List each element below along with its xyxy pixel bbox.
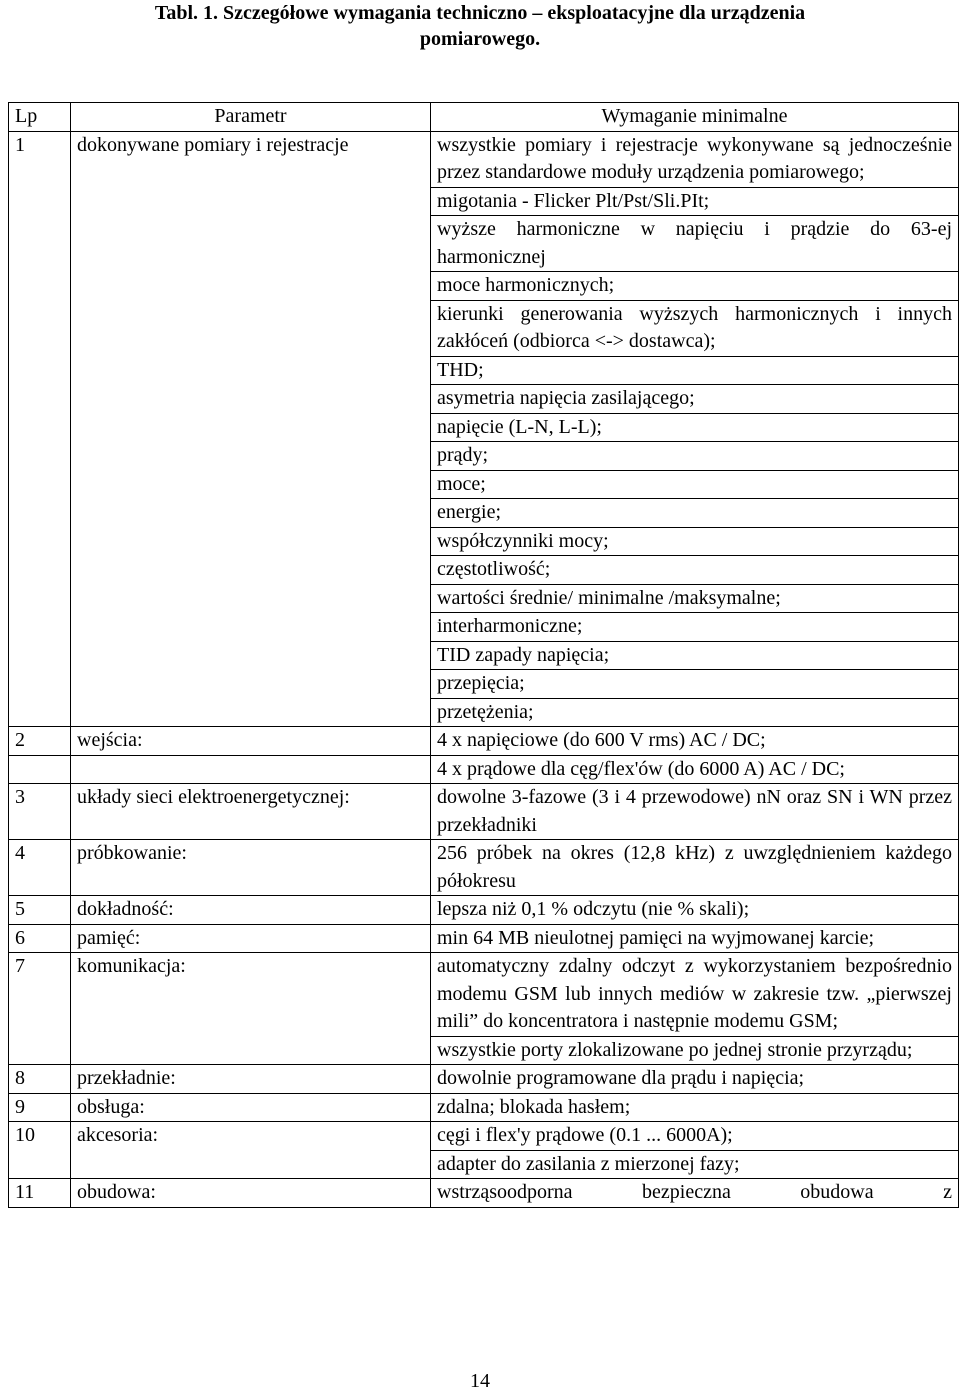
req-cell: THD; (431, 356, 959, 385)
req-cell: przepięcia; (431, 670, 959, 699)
req-cell: migotania - Flicker Plt/Pst/Sli.PIt; (431, 187, 959, 216)
row-number: 2 (9, 727, 71, 756)
param-cell: komunikacja: (71, 953, 431, 1065)
param-cell: akcesoria: (71, 1122, 431, 1179)
req-cell: napięcie (L-N, L-L); (431, 413, 959, 442)
param-cell: obsługa: (71, 1093, 431, 1122)
table-row (9, 953, 959, 1037)
param-cell: próbkowanie: (71, 840, 431, 896)
table-row (9, 840, 959, 896)
table-row (9, 727, 959, 756)
caption-line-1: Tabl. 1. Szczegółowe wymagania techniczno – eksploatacyjne dla urządzenia (154, 2, 806, 24)
req-cell: przetężenia; (431, 698, 959, 727)
table-row (9, 755, 959, 784)
row-number: 4 (9, 840, 71, 896)
row-number: 1 (9, 131, 71, 727)
param-cell: wejścia: (71, 727, 431, 756)
req-cell: TID zapady napięcia; (431, 641, 959, 670)
req-cell: wyższe harmoniczne w napięciu i prądzie do 63-ej harmonicznej (431, 216, 959, 272)
param-cell: pamięć: (71, 924, 431, 953)
table-row (9, 131, 959, 187)
row-number: 3 (9, 784, 71, 840)
req-cell: 256 próbek na okres (12,8 kHz) z uwzględnieniem każdego półokresu (431, 840, 959, 896)
req-cell: wstrząsoodporna bezpieczna obudowa z (431, 1179, 959, 1208)
req-cell: moce harmonicznych; (431, 272, 959, 301)
row-number: 10 (9, 1122, 71, 1179)
table-row (9, 784, 959, 840)
param-cell: układy sieci elektroenergetycznej: (71, 784, 431, 840)
row-number: 6 (9, 924, 71, 953)
req-cell: częstotliwość; (431, 556, 959, 585)
req-cell: 4 x napięciowe (do 600 V rms) AC / DC; (431, 727, 959, 756)
table-row (9, 1122, 959, 1151)
req-cell: automatyczny zdalny odczyt z wykorzystaniem bezpośrednio modemu GSM lub innych mediów w zakresie tzw. „pierwszej mili” do koncentratora i następnie modemu GSM; (431, 953, 959, 1037)
table-caption (0, 0, 960, 52)
req-cell: zdalna; blokada hasłem; (431, 1093, 959, 1122)
req-cell: wartości średnie/ minimalne /maksymalne; (431, 584, 959, 613)
table-row (9, 1179, 959, 1208)
req-cell: współczynniki mocy; (431, 527, 959, 556)
table-row (9, 896, 959, 925)
param-cell: obudowa: (71, 1179, 431, 1208)
req-cell: min 64 MB nieulotnej pamięci na wyjmowanej karcie; (431, 924, 959, 953)
header-wymaganie: Wymaganie minimalne (431, 103, 959, 132)
req-cell: prądy; (431, 442, 959, 471)
req-cell: adapter do zasilania z mierzonej fazy; (431, 1150, 959, 1179)
req-cell: kierunki generowania wyższych harmonicznych i innych zakłóceń (odbiorca <-> dostawca); (431, 300, 959, 356)
req-cell: interharmoniczne; (431, 613, 959, 642)
row-number: 5 (9, 896, 71, 925)
req-cell: 4 x prądowe dla cęg/flex'ów (do 6000 A) AC / DC; (431, 755, 959, 784)
req-cell: cęgi i flex'y prądowe (0.1 ... 6000A); (431, 1122, 959, 1151)
row-number: 8 (9, 1065, 71, 1094)
req-cell: wszystkie porty zlokalizowane po jednej stronie przyrządu; (431, 1036, 959, 1065)
caption-line-2: pomiarowego. (419, 28, 541, 50)
req-cell: asymetria napięcia zasilającego; (431, 385, 959, 414)
page-number: 14 (470, 1370, 490, 1392)
req-cell: moce; (431, 470, 959, 499)
row-number: 11 (9, 1179, 71, 1208)
row-number: 9 (9, 1093, 71, 1122)
param-cell: dokonywane pomiary i rejestracje (71, 131, 431, 727)
req-cell: dowolne 3-fazowe (3 i 4 przewodowe) nN oraz SN i WN przez przekładniki (431, 784, 959, 840)
table-header-row (9, 103, 959, 132)
header-lp: Lp (9, 103, 71, 132)
requirements-table (8, 102, 959, 1208)
req-cell: wszystkie pomiary i rejestracje wykonywane są jednocześnie przez standardowe moduły urządzenia pomiarowego; (431, 131, 959, 187)
req-cell: energie; (431, 499, 959, 528)
req-cell: dowolnie programowane dla prądu i napięcia; (431, 1065, 959, 1094)
req-cell: lepsza niż 0,1 % odczytu (nie % skali); (431, 896, 959, 925)
header-parametr: Parametr (71, 103, 431, 132)
table-row (9, 924, 959, 953)
empty-cell (9, 755, 71, 784)
param-cell: dokładność: (71, 896, 431, 925)
table-row (9, 1093, 959, 1122)
empty-cell (71, 755, 431, 784)
table-row (9, 1065, 959, 1094)
param-cell: przekładnie: (71, 1065, 431, 1094)
row-number: 7 (9, 953, 71, 1065)
